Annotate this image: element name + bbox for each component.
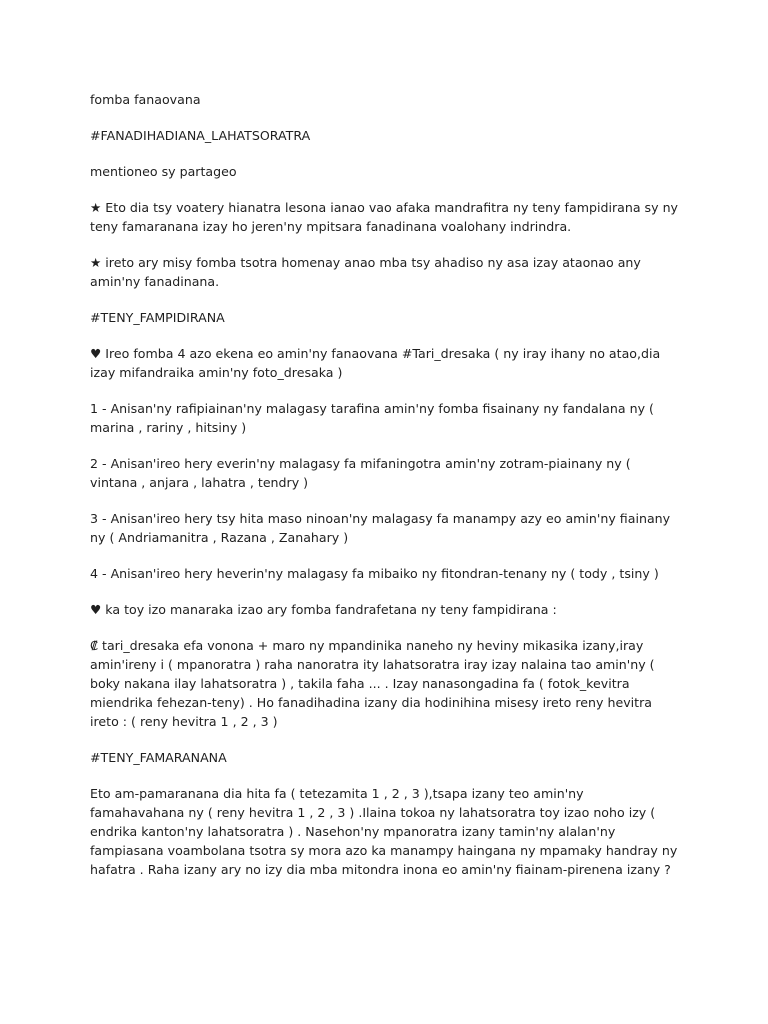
intro-paragraph: ★ Eto dia tsy voatery hianatra lesona ianao vao afaka mandrafitra ny teny fampidirana sy ny teny famaranana izay ho jeren'ny mpitsara fanadinana voalohany indrindra. xyxy=(90,200,679,234)
doc-title: fomba fanaovana xyxy=(90,92,201,107)
methods-paragraph: ♥ Ireo fomba 4 azo ekena eo amin'ny fanaovana #Tari_dresaka ( ny iray ihany no atao,dia izay mifandraika amin'ny foto_dresaka ) xyxy=(90,346,661,380)
document-body xyxy=(90,90,680,896)
method-item-2: 2 - Anisan'ireo hery everin'ny malagasy fa mifaningotra amin'ny zotram-piainany ny ( vintana , anjara , lahatra , tendry ) xyxy=(90,456,631,490)
conclusion-paragraph: Eto am-pamaranana dia hita fa ( tetezamita 1 , 2 , 3 ),tsapa izany teo amin'ny famahavahana ny ( reny hevitra 1 , 2 , 3 ) .Ilaina tokoa ny lahatsoratra toy izao noho izy ( endrika kanton'ny lahatsoratra ) . Nasehon'ny mpanoratra izany tamin'ny alalan'ny fampiasana voambolana tsotra sy mora azo ka manampy haingana ny mpamaky handray ny hafatra . Raha izany ary no izy dia mba mitondra inona eo amin'ny fiainam-pirenena izany ? xyxy=(90,786,678,877)
share-note: mentioneo sy partageo xyxy=(90,164,237,179)
hashtag-heading-introduction: #TENY_FAMPIDIRANA xyxy=(90,310,225,325)
structure-intro-paragraph: ♥ ka toy izo manaraka izao ary fomba fandrafetana ny teny fampidirana : xyxy=(90,602,557,617)
tips-paragraph: ★ ireto ary misy fomba tsotra homenay anao mba tsy ahadiso ny asa izay ataonao any amin'ny fanadinana. xyxy=(90,255,641,289)
method-item-4: 4 - Anisan'ireo hery heverin'ny malagasy fa mibaiko ny fitondran-tenany ny ( tody , tsiny ) xyxy=(90,566,659,581)
template-paragraph: ₡ tari_dresaka efa vonona + maro ny mpandinika naneho ny heviny mikasika izany,iray amin'ireny i ( mpanoratra ) raha nanoratra ity lahatsoratra iray izay nalaina tao amin'ny ( boky nakana ilay lahatsoratra ) , takila faha ... . Izay nanasongadina fa ( fotok_kevitra miendrika fehezan-teny) . Ho fanadihadina izany dia hodinihina misesy ireto reny hevitra ireto : ( reny hevitra 1 , 2 , 3 ) xyxy=(90,638,655,729)
method-item-1: 1 - Anisan'ny rafipiainan'ny malagasy tarafina amin'ny fomba fisainany ny fandalana ny ( marina , rariny , hitsiny ) xyxy=(90,401,654,435)
hashtag-heading-analysis: #FANADIHADIANA_LAHATSORATRA xyxy=(90,128,311,143)
hashtag-heading-conclusion: #TENY_FAMARANANA xyxy=(90,750,227,765)
method-item-3: 3 - Anisan'ireo hery tsy hita maso ninoan'ny malagasy fa manampy azy eo amin'ny fiainany ny ( Andriamanitra , Razana , Zanahary ) xyxy=(90,511,671,545)
